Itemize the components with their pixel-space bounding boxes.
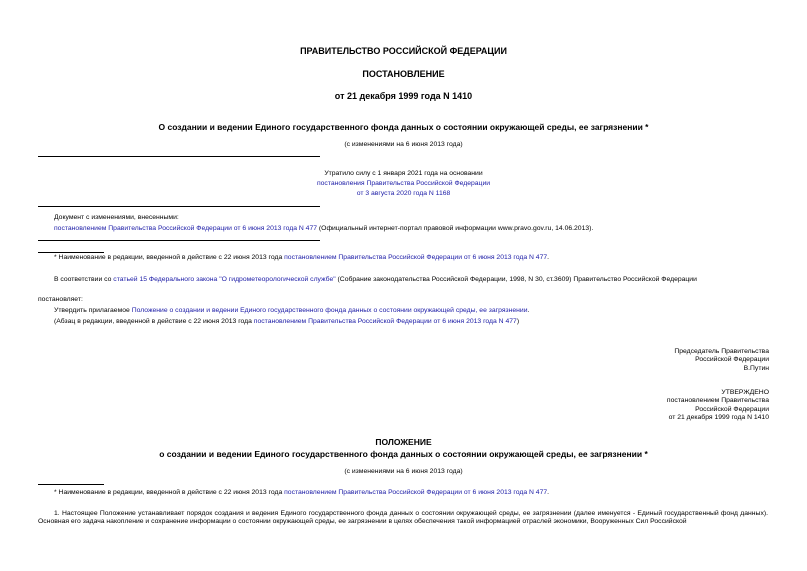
divider xyxy=(38,240,320,241)
signature-country: Российской Федерации xyxy=(695,356,769,364)
divider xyxy=(38,206,320,207)
footnote-end: . xyxy=(547,489,550,496)
paragraph-note-link[interactable]: постановлением Правительства Российской Федерации от 6 июня 2013 года N 477 xyxy=(253,318,517,325)
divider xyxy=(38,156,320,157)
government-heading: ПРАВИТЕЛЬСТВО РОССИЙСКОЙ ФЕДЕРАЦИИ xyxy=(300,46,507,56)
preamble-rest: (Собрание законодательства Российской Федерации, 1998, N 30, ст.3609) Правительство Российской Федерации xyxy=(335,276,697,283)
repeal-link[interactable]: постановления Правительства Российской Федерации xyxy=(316,180,491,187)
paragraph-note-end: ) xyxy=(516,318,520,325)
amend-label: Документ с изменениями, внесенными: xyxy=(54,214,179,221)
footnote-link[interactable]: постановлением Правительства Российской Федерации от 6 июня 2013 года N 477 xyxy=(284,489,548,496)
signature-block xyxy=(529,348,769,373)
preamble-link[interactable]: статьей 15 Федерального закона "О гидрометеорологической службе" xyxy=(113,276,336,283)
approved-country: Российской Федерации xyxy=(695,405,769,413)
approved-block xyxy=(529,389,769,423)
footnote-text: * Наименование в редакции, введенной в действие с 22 июня 2013 года xyxy=(54,254,285,261)
regulation-subtitle: о создании и ведении Единого государственного фонда данных о состоянии окружающей среды, ее загрязнении * xyxy=(159,449,648,459)
approved-by: постановлением Правительства xyxy=(666,397,769,405)
footnote-link[interactable]: постановлением Правительства Российской Федерации от 6 июня 2013 года N 477 xyxy=(284,254,548,261)
footnote-divider xyxy=(38,252,104,253)
repeal-link-date[interactable]: от 3 августа 2020 года N 1168 xyxy=(356,190,451,197)
footnote-1 xyxy=(54,254,549,262)
footnote-divider xyxy=(38,484,104,485)
amend-link[interactable]: постановлением Правительства Российской Федерации от 6 июня 2013 года N 477 xyxy=(54,225,318,232)
changes-note: (с изменениями на 6 июня 2013 года) xyxy=(344,141,463,148)
amend-source: (Официальный интернет-портал правовой информации www.pravo.gov.ru, 14.06.2013). xyxy=(317,225,594,232)
approve-end: . xyxy=(527,307,530,314)
preamble-text: В соответствии со xyxy=(54,276,114,283)
approve-text: Утвердить прилагаемое xyxy=(54,307,132,314)
signature-name: В.Путин xyxy=(743,364,769,372)
footnote-2 xyxy=(54,489,549,497)
approved-date: от 21 декабря 1999 года N 1410 xyxy=(668,414,769,422)
preamble xyxy=(54,276,697,284)
decrees-word: постановляет: xyxy=(38,296,83,303)
document-date: от 21 декабря 1999 года N 1410 xyxy=(334,91,473,101)
clause-1: 1. Настоящее Положение устанавливает порядок создания и ведения Единого государственного фонда данных о состоянии окружающей среды, ее загрязнении (далее именуется - Единый государственный фонд данных). Основная его задача накопление и сохранение информации о состоянии окружающей среды, ее загрязнении в целях обеспечения такой информацией отраслей экономики, Вооруженных Сил Российской xyxy=(38,510,768,526)
footnote-text: * Наименование в редакции, введенной в действие с 22 июня 2013 года xyxy=(54,489,285,496)
amend-line xyxy=(54,225,593,233)
signature-title: Председатель Правительства xyxy=(674,348,769,355)
approve-link[interactable]: Положение о создании и ведении Единого государственного фонда данных о состоянии окружающей среды, ее загрязнении xyxy=(131,307,528,314)
repeal-text: Утратило силу с 1 января 2021 года на основании xyxy=(324,170,483,177)
approved-heading: УТВЕРЖДЕНО xyxy=(721,389,769,396)
paragraph-note-text: (Абзац в редакции, введенной в действие с 22 июня 2013 года xyxy=(54,318,254,325)
approve-line xyxy=(54,307,529,315)
regulation-title: ПОЛОЖЕНИЕ xyxy=(375,437,432,447)
regulation-changes-note: (с изменениями на 6 июня 2013 года) xyxy=(344,468,463,475)
document-type: ПОСТАНОВЛЕНИЕ xyxy=(362,69,445,79)
footnote-end: . xyxy=(547,254,550,261)
document-title: О создании и ведении Единого государственного фонда данных о состоянии окружающей среды, ее загрязнении * xyxy=(158,122,649,132)
paragraph-note xyxy=(54,318,519,326)
